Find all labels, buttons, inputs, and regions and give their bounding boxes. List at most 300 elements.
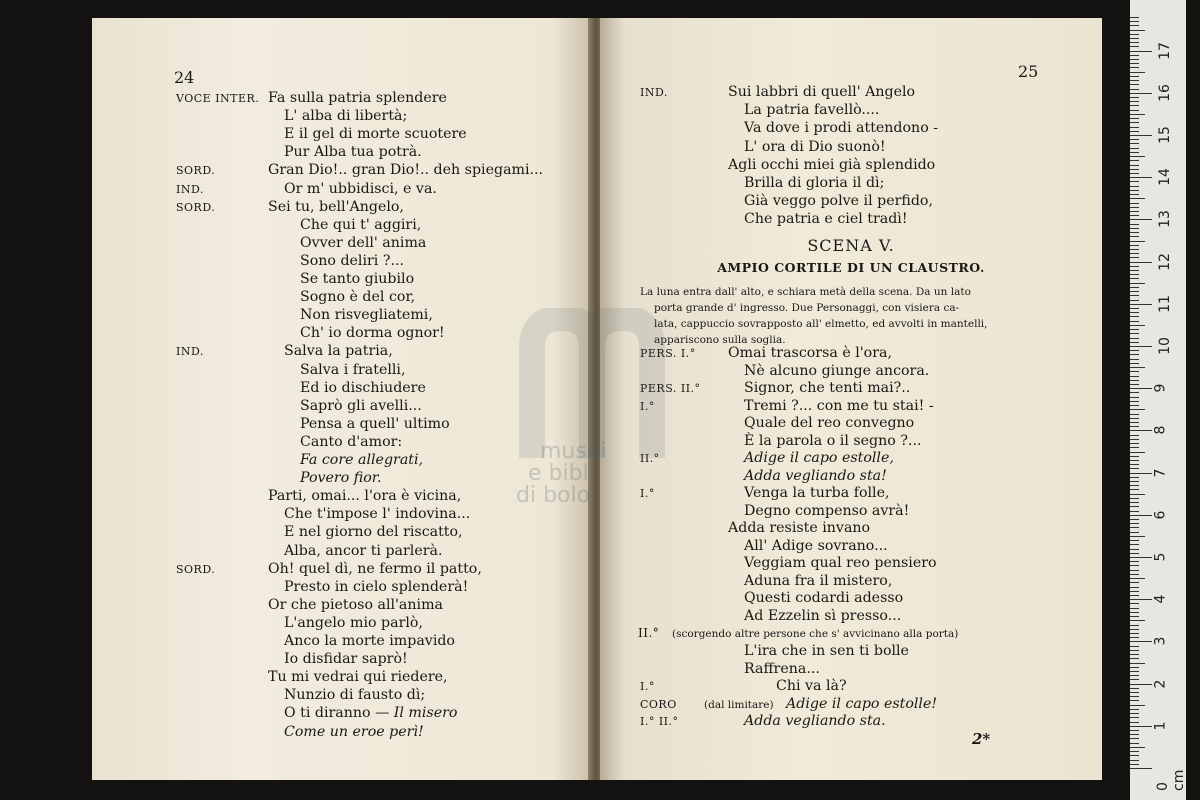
verse-line [744,661,820,678]
verse-line [300,325,445,342]
verse-line [744,468,887,485]
measuring-ruler [1130,0,1186,800]
ruler-tick [1130,287,1139,288]
verse-text: Brilla di gloria il dì; [744,175,885,191]
ruler-tick [1130,629,1139,630]
ruler-tick [1130,177,1152,178]
ruler-tick [1130,329,1139,330]
verse-line [300,235,426,252]
ruler-tick [1130,650,1139,651]
ruler-tick [1130,751,1139,752]
verse-line [300,289,415,306]
ruler-tick [1130,489,1139,490]
verse-text: Questi codardi adesso [744,590,904,606]
ruler-tick [1130,63,1139,64]
speaker-label: PERS. II.° [640,382,701,395]
speaker-label: I.° [640,680,655,693]
ruler-tick [1130,278,1139,279]
verse-text: Ch' io dorma ognor! [300,325,445,342]
verse-text: Che qui t' aggiri, [300,216,422,233]
verse-text: Che t'impose l' indovina... [284,506,471,523]
watermark-line: e bibli [528,461,595,486]
ruler-tick [1130,253,1139,254]
verse-line [744,450,894,467]
verse-line [786,696,937,713]
stage-direction-line: porta grande d' ingresso. Due Personaggi, con visiera ca- [654,302,960,314]
verse-text-italic: Il misero [393,705,458,722]
ruler-tick [1130,646,1139,647]
left-page-number: 24 [174,68,195,87]
verse-text: Aduna fra il mistero, [744,572,893,589]
ruler-tick [1130,760,1139,761]
ruler-tick [1130,190,1139,191]
speaker-label: PERS. I.° [640,347,696,360]
ruler-tick [1130,84,1139,85]
ruler-tick [1130,511,1139,512]
verse-text: La patria favellò.... [744,102,880,119]
ruler-tick [1130,232,1139,233]
verse-line [300,307,433,324]
ruler-tick [1130,595,1139,596]
ruler-tick [1130,502,1139,503]
ruler-number: 7 [1152,468,1169,478]
verse-text: L' ora di Dio suonò! [744,138,886,155]
ruler-tick [1130,291,1139,292]
verse-line [284,633,455,650]
ruler-tick [1130,316,1139,317]
ruler-tick [1130,688,1139,689]
ruler-tick [1130,308,1139,309]
ruler-tick [1130,338,1139,339]
ruler-tick [1130,169,1139,170]
stage-prefix: (dal limitare) [704,698,774,711]
ruler-tick [1130,262,1152,263]
ruler-tick [1130,481,1139,482]
ruler-tick [1130,705,1145,706]
ruler-tick [1130,304,1152,305]
ruler-tick [1130,679,1139,680]
verse-text: Va dove i prodi attendono - [744,120,939,137]
ruler-tick [1130,97,1139,98]
ruler-number: 17 [1156,41,1173,60]
ruler-tick [1130,110,1139,111]
ruler-tick [1130,67,1139,68]
ruler-tick [1130,249,1139,250]
ruler-tick [1130,333,1139,334]
ruler-tick [1130,118,1139,119]
ruler-tick [1130,42,1139,43]
aside-direction: (scorgendo altre persone che s' avvicinano alla porta) [672,628,959,640]
verse-line [300,253,404,270]
verse-line [284,687,425,704]
verse-text: Or m' ubbidisci, e va. [284,180,437,197]
ruler-tick [1130,755,1139,756]
ruler-tick [1130,574,1139,575]
ruler-tick [1130,641,1152,642]
ruler-tick [1130,764,1139,765]
stage-direction-line: appariscono sulla soglia. [654,334,786,346]
verse-line [300,380,426,397]
verse-text: E nel giorno del riscatto, [284,524,463,541]
verse-text: Fa sulla patria splendere [268,90,447,106]
ruler-tick [1130,51,1152,52]
ruler-tick [1130,468,1139,469]
ruler-tick [1130,494,1145,495]
ruler-tick [1130,599,1152,600]
verse-line [284,543,442,560]
ruler-tick [1130,122,1139,123]
ruler-tick [1130,684,1152,685]
ruler-tick [1130,443,1139,444]
verse-text: Quale del reo convegno [744,415,915,431]
verse-text: Già veggo polve il perfido, [744,193,933,210]
ruler-tick [1130,544,1139,545]
ruler-tick [1130,709,1139,710]
ruler-tick [1130,350,1139,351]
ruler-tick [1130,203,1139,204]
verse-line [744,139,886,156]
verse-text: Se tanto giubilo [300,271,415,287]
ruler-tick [1130,257,1139,258]
ruler-tick [1130,612,1139,613]
verse-line [284,724,424,741]
verse-text: L'angelo mio parlò, [284,614,423,631]
verse-line [744,643,909,660]
ruler-tick [1130,224,1139,225]
verse-line [744,485,889,502]
verse-text: L' alba di libertà; [284,108,408,125]
verse-line [776,678,847,695]
verse-line [284,181,437,198]
verse-line [744,433,921,450]
ruler-number: 5 [1152,552,1169,562]
ruler-tick [1130,245,1139,246]
ruler-tick [1130,295,1139,296]
ruler-tick [1130,616,1139,617]
verse-text: Signor, che tenti mai?.. [744,380,911,396]
verse-line [300,217,421,234]
ruler-tick [1130,717,1139,718]
ruler-tick [1130,608,1139,609]
verse-line [268,561,482,578]
open-book [92,18,1102,780]
ruler-tick [1130,498,1139,499]
ruler-tick [1130,768,1152,769]
verse-line [728,157,935,174]
ruler-tick [1130,38,1139,39]
ruler-tick [1130,342,1139,343]
aside-speaker: II.° [638,626,660,640]
verse-text: Presto in cielo splenderà! [284,578,469,595]
ruler-tick [1130,325,1145,326]
verse-text: Gran Dio!.. gran Dio!.. deh spiegami... [268,162,544,179]
ruler-number: 1 [1152,721,1169,731]
ruler-tick [1130,527,1139,528]
verse-line [744,608,901,625]
ruler-number: 4 [1152,594,1169,604]
verse-text: Adda resiste invano [728,520,871,536]
ruler-tick [1130,447,1139,448]
ruler-tick [1130,464,1139,465]
ruler-tick [1130,485,1139,486]
ruler-tick [1130,409,1145,410]
verse-line [744,415,914,432]
verse-text: Io disfidar saprò! [284,651,408,668]
ruler-tick [1130,89,1139,90]
ruler-tick [1130,76,1139,77]
ruler-tick [1130,713,1139,714]
watermark-line: di bolo [516,483,591,508]
ruler-tick [1130,654,1139,655]
verse-text: Salva i fratelli, [300,361,406,378]
verse-line [744,398,934,415]
verse-text: Tremi ?... con me tu stai! - [744,397,934,414]
verse-text: Omai trascorsa è l'ora, [728,345,892,361]
ruler-tick [1130,72,1145,73]
verse-line [300,362,405,379]
verse-line [284,651,408,668]
ruler-tick [1130,165,1139,166]
ruler-number: 10 [1156,337,1173,355]
verse-line [284,705,457,722]
verse-line [728,84,915,101]
ruler-tick [1130,439,1139,440]
verse-line [744,193,933,210]
ruler-tick [1130,603,1139,604]
verse-line [744,380,910,397]
verse-line [728,345,892,362]
ruler-tick [1130,392,1139,393]
ruler-tick [1130,211,1139,212]
ruler-tick [1130,148,1139,149]
verse-text: Parti, omai... l'ora è vicina, [268,488,462,505]
ruler-tick [1130,312,1139,313]
verse-line [300,470,382,487]
speaker-label: VOCE INTER. [176,92,260,105]
ruler-tick [1130,131,1139,132]
ruler-number: 14 [1156,168,1173,187]
ruler-tick [1130,186,1139,187]
speaker-label: IND. [176,182,204,196]
verse-line [300,434,402,451]
ruler-tick [1130,473,1152,474]
ruler-tick [1130,633,1139,634]
ruler-tick [1130,523,1139,524]
ruler-tick [1130,549,1139,550]
speaker-label: I.° II.° [640,715,679,728]
ruler-tick [1130,152,1139,153]
ruler-tick [1130,730,1139,731]
ruler-tick [1130,625,1139,626]
verse-text: Alba, ancor ti parlerà. [284,542,443,559]
verse-line [744,538,888,555]
scene-subtitle: AMPIO CORTILE DI UN CLAUSTRO. [717,260,985,275]
ruler-tick [1130,194,1139,195]
ruler-tick [1130,105,1139,106]
verse-line [744,102,879,119]
verse-text: Veggiam qual reo pensiero [744,555,937,571]
ruler-tick [1130,207,1139,208]
ruler-number: 12 [1156,252,1173,271]
verse-line [744,555,937,572]
ruler-tick [1130,557,1152,558]
verse-line [744,503,909,520]
ruler-tick [1130,532,1139,533]
ruler-tick [1130,173,1139,174]
ruler-tick [1130,663,1145,664]
ruler-tick [1130,384,1139,385]
verse-text: All' Adige sovrano... [744,537,888,554]
verse-line [744,120,938,137]
speaker-label: SORD. [176,200,216,214]
verse-line [284,615,423,632]
speaker-label: SORD. [176,562,216,576]
verse-text: Sei tu, bell'Angelo, [268,198,404,215]
ruler-tick [1130,430,1152,431]
verse-line [268,162,543,179]
speaker-label: CORO [640,697,677,711]
verse-line [744,211,908,228]
right-page [600,18,1102,780]
ruler-tick [1130,101,1139,102]
ruler-number: 2 [1152,679,1169,689]
signature-mark: 2* [972,730,991,748]
speaker-label: II.° [640,452,660,465]
ruler-tick [1130,59,1139,60]
ruler-number: 11 [1156,294,1173,313]
verse-text: Raffrena... [744,660,820,677]
ruler-tick [1130,452,1145,453]
verse-text: Nunzio di fausto dì; [284,687,426,704]
verse-line [284,144,422,161]
ruler-number: 16 [1156,83,1173,102]
verse-text: Canto d'amor: [300,433,403,450]
ruler-tick [1130,181,1139,182]
verse-line [284,506,470,523]
verse-line [284,108,407,125]
ruler-tick [1130,135,1152,136]
watermark-line: musei [540,439,607,464]
ruler-tick [1130,198,1145,199]
ruler-tick [1130,215,1139,216]
ruler-tick [1130,300,1139,301]
ruler-tick [1130,700,1139,701]
verse-line [268,488,461,505]
ruler-tick [1130,570,1139,571]
ruler-tick [1130,55,1139,56]
verse-line [744,363,929,380]
ruler-tick [1130,578,1145,579]
verse-text: Nè alcuno giunge ancora. [744,362,930,379]
verse-text: Tu mi vedrai qui riedere, [268,669,448,686]
ruler-tick [1130,274,1139,275]
verse-text: Non risvegliatemi, [300,307,433,324]
ruler-tick [1130,219,1152,220]
verse-text: O ti diranno — [284,705,394,722]
verse-text: È la parola o il segno ?... [744,432,922,449]
verse-line [268,199,404,216]
speaker-label: I.° [640,399,655,413]
ruler-tick [1130,236,1139,237]
ruler-tick [1130,397,1139,398]
ruler-tick [1130,506,1139,507]
verse-line [300,398,422,415]
verse-text: Degno compenso avrà! [744,502,910,519]
verse-line [300,416,450,433]
ruler-number: 0 cm [1155,769,1187,791]
ruler-tick [1130,156,1145,157]
verse-line [268,597,443,614]
speaker-label: I.° [640,487,655,500]
verse-text: Agli occhi miei già splendido [728,156,936,173]
ruler-tick [1130,587,1139,588]
verse-text: Sogno è del cor, [300,289,416,306]
ruler-tick [1130,228,1139,229]
ruler-tick [1130,637,1139,638]
verse-line [284,343,393,360]
ruler-tick [1130,270,1139,271]
ruler-tick [1130,359,1139,360]
ruler-tick [1130,367,1145,368]
ruler-tick [1130,726,1152,727]
verse-text: Saprò gli avelli... [300,397,422,414]
verse-text: Sono deliri ?... [300,252,404,269]
ruler-tick [1130,561,1139,562]
verse-text: L'ira che in sen ti bolle [744,643,909,659]
ruler-tick [1130,553,1139,554]
ruler-tick [1130,722,1139,723]
verse-line [744,573,892,590]
ruler-tick [1130,354,1139,355]
verse-line [300,452,423,469]
ruler-number: 15 [1156,126,1173,144]
ruler-tick [1130,747,1145,748]
ruler-tick [1130,477,1139,478]
ruler-tick [1130,460,1139,461]
ruler-tick [1130,401,1139,402]
scene-title: SCENA V. [807,236,895,255]
ruler-tick [1130,93,1152,94]
ruler-tick [1130,565,1139,566]
ruler-tick [1130,540,1139,541]
ruler-number: 3 [1152,636,1169,646]
ruler-tick [1130,283,1145,284]
verse-text: Adda vegliando sta! [744,467,887,484]
ruler-tick [1130,620,1145,621]
speaker-label: IND. [176,345,204,359]
ruler-tick [1130,435,1139,436]
verse-text: Pur Alba tua potrà. [284,144,422,161]
ruler-number: 6 [1152,510,1169,520]
verse-text: Pensa a quell' ultimo [300,415,450,432]
ruler-number: 13 [1156,210,1173,229]
speaker-label: SORD. [176,164,216,178]
ruler-number: 9 [1152,383,1169,393]
verse-text: Che patria e ciel tradì! [744,211,908,228]
speaker-label: IND. [640,86,668,99]
ruler-tick [1130,34,1139,35]
verse-line [284,579,468,596]
ruler-number: 8 [1152,425,1169,435]
ruler-tick [1130,675,1139,676]
verse-text: Ad Ezzelin sì presso... [744,607,902,624]
verse-text: Salva la patria, [284,343,393,360]
ruler-tick [1130,515,1152,516]
ruler-tick [1130,266,1139,267]
ruler-tick [1130,17,1139,18]
ruler-tick [1130,418,1139,419]
ruler-tick [1130,30,1145,31]
